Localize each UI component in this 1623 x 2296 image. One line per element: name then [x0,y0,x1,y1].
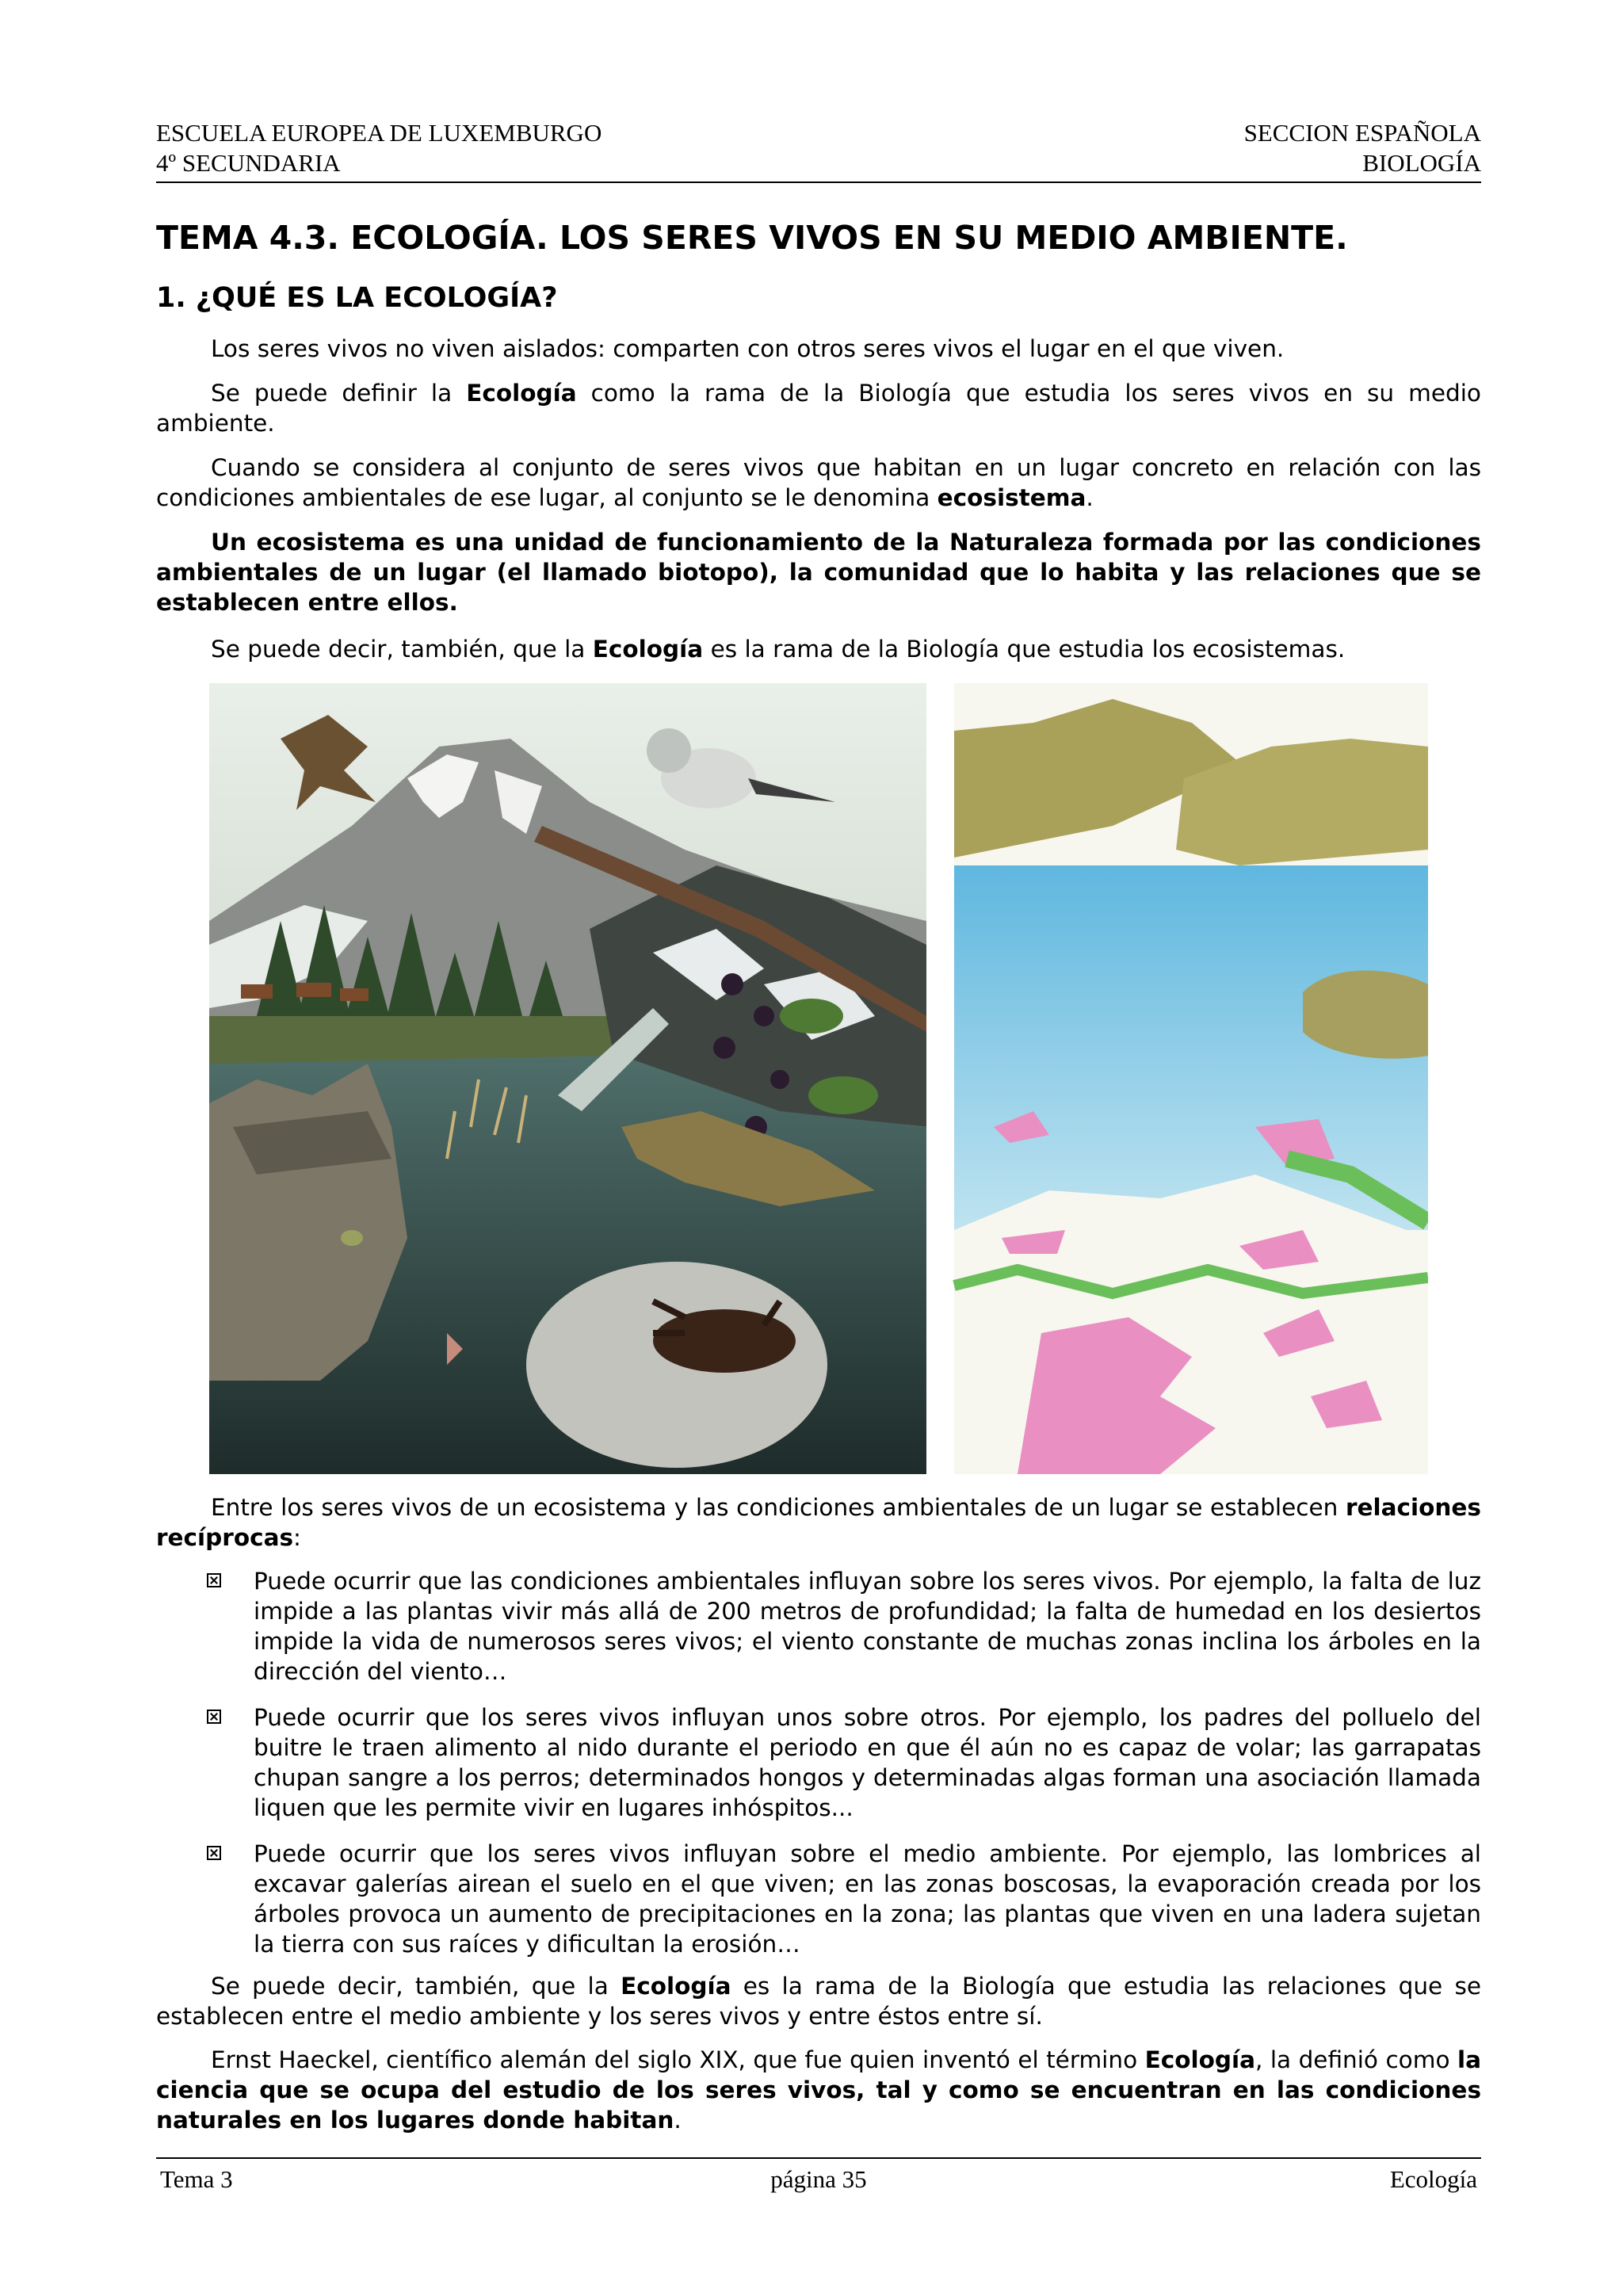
paragraph-4-definition [156,527,1481,617]
grade-label: 4º SECUNDARIA [156,149,341,177]
ecosistema-definition: Un ecosistema es una unidad de funcionamiento de la Naturaleza formada por las condiciones ambientales de un lugar (el llamado biotopo), la comunidad que lo habita y las relaciones que se establecen entre ellos. [156,529,1481,616]
paragraph-5 [156,634,1481,664]
paragraph-8 [156,2045,1481,2135]
paragraph-7 [156,1971,1481,2031]
paragraph-3-text: Cuando se considera al conjunto de seres vivos que habitan en un lugar concreto en relación con las condiciones ambientales de ese lugar, al conjunto se le denomina [156,454,1481,511]
page-title: TEMA 4.3. ECOLOGÍA. LOS SERES VIVOS EN SU MEDIO AMBIENTE. [156,219,1348,257]
term-ecologia: Ecología [1144,2046,1256,2073]
page-number: página 35 [770,2165,867,2193]
list-item [156,1839,1481,1959]
section-name: SECCION ESPAÑOLA [1243,119,1481,147]
term-ecosistema: ecosistema [937,484,1086,511]
checkbox-bullet-icon [207,1846,221,1860]
haeckel-definition: la ciencia que se ocupa del estudio de los seres vivos, tal y como se encuentran en las condiciones naturales en los lugares donde habitan [156,2046,1481,2134]
checkbox-bullet-icon [207,1710,221,1724]
paragraph-3-text-end: . [1086,484,1094,511]
ecosystem-drawing [209,683,1428,1474]
paragraph-7-text: Se puede decir, también, que la [211,1973,621,2000]
paragraph-6-text-end: : [293,1524,301,1551]
biotope-schematic [954,683,1428,1474]
school-name: ESCUELA EUROPEA DE LUXEMBURGO [156,119,602,147]
term-ecologia: Ecología [621,1973,731,2000]
paragraph-3 [156,453,1481,513]
list-item-text: Puede ocurrir que los seres vivos influyan sobre el medio ambiente. Por ejemplo, las lombrices al excavar galerías airean el suelo en el que viven; en las zonas boscosas, la evaporación creada por los árboles provoca un aumento de precipitaciones en la zona; las plantas que viven en una ladera sujetan la tierra con sus raíces y dificultan la erosión… [254,1840,1481,1958]
paragraph-2 [156,378,1481,438]
paragraph-6 [156,1492,1481,1553]
footer-topic: Tema 3 [160,2165,233,2193]
paragraph-5-text-end: es la rama de la Biología que estudia los ecosistemas. [703,636,1346,663]
paragraph-2-text-end: como la rama de la Biología que estudia los seres vivos en su medio ambiente. [156,380,1481,437]
term-relaciones-reciprocas: relaciones recíprocas [156,1494,1481,1551]
paragraph-8-text: Ernst Haeckel, científico alemán del siglo XIX, que fue quien inventó el término [211,2046,1145,2073]
term-ecologia: Ecología [592,636,704,663]
paragraph-5-text: Se puede decir, también, que la [211,636,593,663]
footer-divider [156,2157,1481,2159]
reciprocal-relations-list [156,1566,1481,1975]
list-item-text: Puede ocurrir que las condiciones ambientales influyan sobre los seres vivos. Por ejemplo, la falta de luz impide a las plantas vivir más allá de 200 metros de profundidad; la falta de humedad en los desiertos impide la vida de numerosos seres vivos; el viento constante de muchas zonas inclina los árboles en la dirección del viento… [254,1568,1481,1685]
checkbox-bullet-icon [207,1573,221,1587]
header-divider [156,181,1481,183]
ecosystem-illustration [209,683,1428,1474]
term-ecologia: Ecología [466,380,577,407]
list-item [156,1702,1481,1823]
footer-subject: Ecología [1389,2165,1477,2193]
list-item-text: Puede ocurrir que los seres vivos influyan unos sobre otros. Por ejemplo, los padres del polluelo del buitre le traen alimento al nido durante el periodo en que él aún no es capaz de volar; las garrapatas chupan sangre a los perros; determinados hongos y determinadas algas forman una asociación llamada liquen que les permite vivir en lugares inhóspitos... [254,1704,1481,1821]
paragraph-6-text: Entre los seres vivos de un ecosistema y las condiciones ambientales de un lugar se establecen [211,1494,1346,1521]
subject-label: BIOLOGÍA [1362,149,1481,177]
paragraph-1-text: Los seres vivos no viven aislados: comparten con otros seres vivos el lugar en el que viven. [211,335,1285,362]
paragraph-1 [156,334,1481,364]
ecosystem-scene [209,683,926,1474]
paragraph-2-text: Se puede definir la [211,380,467,407]
paragraph-7-text-end: es la rama de la Biología que estudia las relaciones que se establecen entre el medio ambiente y los seres vivos y entre éstos entre sí. [156,1973,1481,2030]
paragraph-8-text-mid: , la definió como [1255,2046,1457,2073]
section-heading: 1. ¿QUÉ ES LA ECOLOGÍA? [156,282,558,314]
list-item [156,1566,1481,1687]
paragraph-8-text-end: . [674,2107,682,2134]
page-footer [160,2165,1477,2197]
